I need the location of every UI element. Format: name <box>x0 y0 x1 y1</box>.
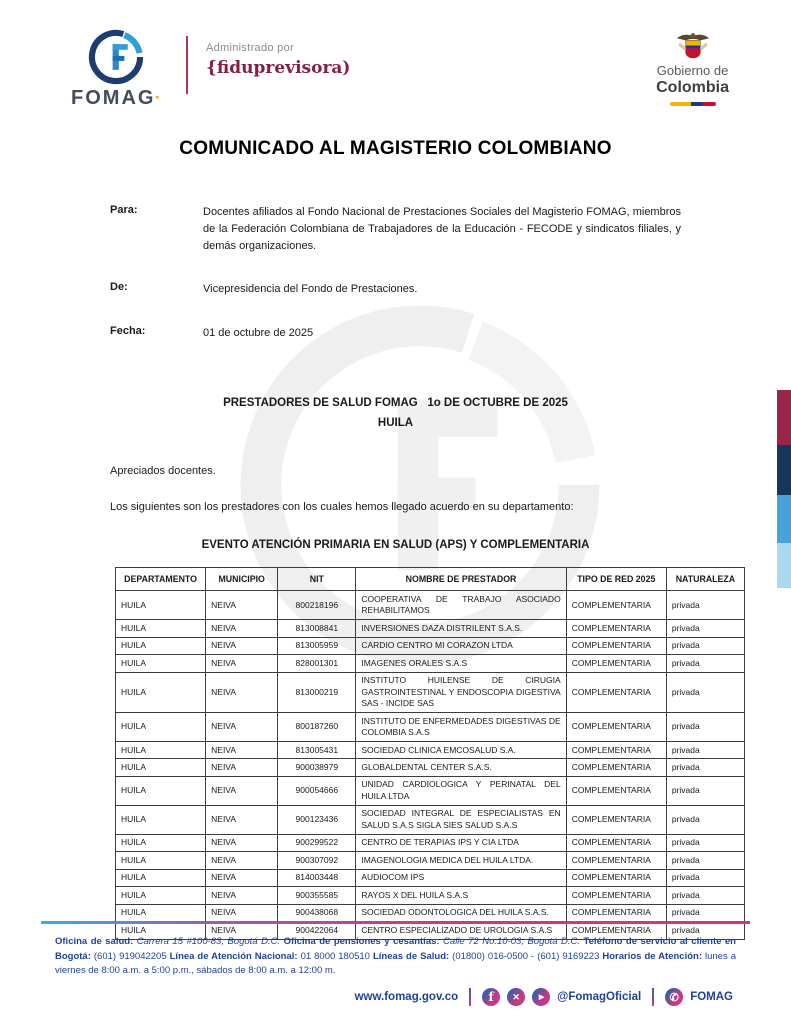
table-cell: SOCIEDAD ODONTOLOGICA DEL HUILA S.A.S. <box>356 904 566 921</box>
table-cell: 813000219 <box>278 672 356 712</box>
table-cell: COMPLEMENTARIA <box>566 759 666 776</box>
table-cell: NEIVA <box>206 922 278 939</box>
table-cell: 900123436 <box>278 805 356 834</box>
header-nombre: NOMBRE DE PRESTADOR <box>356 568 566 591</box>
table-cell: COMPLEMENTARIA <box>566 904 666 921</box>
table-cell: 800187260 <box>278 713 356 742</box>
de-value: Vicepresidencia del Fondo de Prestaciones. <box>203 283 418 296</box>
table-cell: HUILA <box>116 620 206 637</box>
table-cell: INSTITUTO HUILENSE DE CIRUGIA GASTROINTESTINAL Y ENDOSCOPIA DIGESTIVA SAS - INCIDE SAS <box>356 672 566 712</box>
table-cell: 900038979 <box>278 759 356 776</box>
colombia-crest-icon <box>671 30 715 64</box>
table-cell: privada <box>666 922 744 939</box>
table-cell: 813005431 <box>278 742 356 759</box>
contact-segment: (01800) 016-0500 - (601) 9169223 <box>452 950 603 962</box>
contact-segment: Líneas de Salud: <box>372 950 453 962</box>
logo-orange-dot: • <box>155 92 161 104</box>
contact-segment: Oficina de pensiones y cesantías: <box>283 936 444 948</box>
fomag-logo-text: FOMAG• <box>71 87 161 109</box>
intro-text: Los siguientes son los prestadores con los cuales hemos llegado acuerdo en su departamento: <box>110 501 574 514</box>
table-row <box>116 591 745 620</box>
flag-yellow <box>670 102 691 106</box>
table-cell: privada <box>666 637 744 654</box>
contact-info <box>55 935 736 978</box>
table-cell: CENTRO ESPECIALIZADO DE UROLOGIA S.A.S <box>356 922 566 939</box>
table-cell: 900438068 <box>278 904 356 921</box>
contact-segment: Carrera 15 #100-83, Bogotá D.C. <box>136 936 284 948</box>
section-heading: EVENTO ATENCIÓN PRIMARIA EN SALUD (APS) Y COMPLEMENTARIA <box>201 539 590 552</box>
table-cell: INVERSIONES DAZA DISTRILENT S.A.S. <box>356 620 566 637</box>
table-cell: COMPLEMENTARIA <box>566 887 666 904</box>
table-cell: privada <box>666 591 744 620</box>
subtitle-line2: HUILA <box>377 416 414 429</box>
table-cell: privada <box>666 869 744 886</box>
social-handle: @FomagOficial <box>557 991 642 1003</box>
table-row <box>116 805 745 834</box>
footer-divider-2 <box>652 988 654 1006</box>
table-cell: 813008841 <box>278 620 356 637</box>
whatsapp-label: FOMAG <box>690 991 733 1003</box>
table-cell: HUILA <box>116 869 206 886</box>
youtube-icon[interactable]: ▶ <box>532 988 550 1006</box>
footer-links-bar <box>0 988 733 1024</box>
para-label: Para: <box>110 204 138 216</box>
table-cell: GLOBALDENTAL CENTER S.A.S. <box>356 759 566 776</box>
contact-segment: Horarios de Atención: <box>602 950 705 962</box>
table-cell: AUDIOCOM IPS <box>356 869 566 886</box>
provider-table-body <box>116 591 745 939</box>
table-cell: 900054666 <box>278 776 356 805</box>
edge-block-navy <box>777 445 791 495</box>
table-cell: COMPLEMENTARIA <box>566 655 666 672</box>
table-row <box>116 869 745 886</box>
table-cell: COMPLEMENTARIA <box>566 620 666 637</box>
table-cell: privada <box>666 904 744 921</box>
table-cell: COMPLEMENTARIA <box>566 776 666 805</box>
table-cell: HUILA <box>116 776 206 805</box>
providers-table <box>115 567 745 939</box>
table-cell: NEIVA <box>206 887 278 904</box>
meta-row-para <box>110 204 681 255</box>
table-cell: HUILA <box>116 887 206 904</box>
table-cell: privada <box>666 655 744 672</box>
table-row <box>116 834 745 851</box>
table-cell: privada <box>666 776 744 805</box>
table-cell: SOCIEDAD CLINICA EMCOSALUD S.A. <box>356 742 566 759</box>
table-cell: NEIVA <box>206 834 278 851</box>
table-cell: HUILA <box>116 759 206 776</box>
table-cell: 900307092 <box>278 852 356 869</box>
table-cell: COMPLEMENTARIA <box>566 852 666 869</box>
subtitle-line1: PRESTADORES DE SALUD FOMAG 1o DE OCTUBRE DE 2025 <box>223 397 568 410</box>
website-link[interactable]: www.fomag.gov.co <box>354 991 459 1003</box>
table-cell: privada <box>666 852 744 869</box>
table-cell: 900355585 <box>278 887 356 904</box>
table-cell: COMPLEMENTARIA <box>566 805 666 834</box>
table-cell: privada <box>666 713 744 742</box>
colombia-flag-bar <box>670 102 716 106</box>
table-cell: 900422064 <box>278 922 356 939</box>
contact-segment: Línea de Atención Nacional: <box>169 950 301 962</box>
table-cell: RAYOS X DEL HUILA S.A.S <box>356 887 566 904</box>
table-row <box>116 904 745 921</box>
table-cell: 813005959 <box>278 637 356 654</box>
contact-segment: Calle 72 No.10-03, Bogotá D.C. <box>443 936 584 948</box>
gov-text-line1: Gobierno de <box>656 63 729 78</box>
table-cell: IMAGENOLOGIA MEDICA DEL HUILA LTDA. <box>356 852 566 869</box>
table-cell: 814003448 <box>278 869 356 886</box>
table-cell: NEIVA <box>206 655 278 672</box>
table-row <box>116 852 745 869</box>
table-row <box>116 672 745 712</box>
contact-segment: 01 8000 180510 <box>300 950 373 962</box>
edge-block-lightblue <box>777 543 791 588</box>
table-cell: COMPLEMENTARIA <box>566 637 666 654</box>
x-icon[interactable]: ✕ <box>507 988 525 1006</box>
table-cell: NEIVA <box>206 713 278 742</box>
contact-segment: Oficina de salud: <box>55 936 137 948</box>
table-cell: NEIVA <box>206 672 278 712</box>
table-cell: NEIVA <box>206 742 278 759</box>
fecha-label: Fecha: <box>110 325 146 338</box>
de-label: De: <box>110 281 128 294</box>
table-cell: privada <box>666 834 744 851</box>
table-row <box>116 713 745 742</box>
table-row <box>116 742 745 759</box>
table-cell: COMPLEMENTARIA <box>566 591 666 620</box>
contact-segment: Teléfono de servicio al cliente en Bogotá: <box>55 936 736 962</box>
fiduprevisora-logo-text: {fiduprevisora) <box>206 58 351 78</box>
fomag-g-icon <box>88 28 144 86</box>
table-cell: HUILA <box>116 904 206 921</box>
table-cell: privada <box>666 672 744 712</box>
table-cell: HUILA <box>116 672 206 712</box>
table-cell: privada <box>666 887 744 904</box>
table-cell: COMPLEMENTARIA <box>566 922 666 939</box>
header-municipio: MUNICIPIO <box>206 568 278 591</box>
gov-text-line2: Colombia <box>656 78 729 96</box>
edge-block-blue <box>777 495 791 543</box>
table-cell: NEIVA <box>206 776 278 805</box>
table-cell: NEIVA <box>206 637 278 654</box>
table-row <box>116 620 745 637</box>
admin-label: Administrado por <box>206 42 294 54</box>
table-cell: HUILA <box>116 713 206 742</box>
table-cell: HUILA <box>116 591 206 620</box>
table-row <box>116 759 745 776</box>
table-cell: 800218196 <box>278 591 356 620</box>
table-row <box>116 776 745 805</box>
table-cell: 900299522 <box>278 834 356 851</box>
table-header-row <box>116 568 745 591</box>
header-naturaleza: NATURALEZA <box>666 568 744 591</box>
fomag-logo <box>60 28 172 108</box>
document-title: COMUNICADO AL MAGISTERIO COLOMBIANO <box>179 138 612 159</box>
table-cell: NEIVA <box>206 852 278 869</box>
header-tipo-red: TIPO DE RED 2025 <box>566 568 666 591</box>
table-row <box>116 637 745 654</box>
table-cell: NEIVA <box>206 904 278 921</box>
letterhead <box>0 0 791 108</box>
flag-blue <box>691 102 703 106</box>
table-cell: INSTITUTO DE ENFERMEDADES DIGESTIVAS DE COLOMBIA S.A.S <box>356 713 566 742</box>
table-cell: privada <box>666 759 744 776</box>
meta-row-de <box>110 281 681 298</box>
facebook-icon[interactable]: f <box>482 988 500 1006</box>
table-cell: privada <box>666 805 744 834</box>
header-nit: NIT <box>278 568 356 591</box>
table-cell: NEIVA <box>206 869 278 886</box>
table-cell: privada <box>666 742 744 759</box>
table-cell: 828001301 <box>278 655 356 672</box>
table-cell: UNIDAD CARDIOLOGICA Y PERINATAL DEL HUILA LTDA <box>356 776 566 805</box>
footer-gradient-divider <box>41 921 750 924</box>
meta-row-fecha <box>110 325 681 342</box>
table-cell: HUILA <box>116 637 206 654</box>
header-divider <box>186 36 188 94</box>
contact-segment: lunes a viernes de 8:00 a.m. a 5:00 p.m., sábados de 8:00 a.m. a 12:00 m. <box>55 950 736 976</box>
table-cell: COOPERATIVA DE TRABAJO ASOCIADO REHABILITAMOS <box>356 591 566 620</box>
edge-block-maroon <box>777 390 791 445</box>
greeting-text: Apreciados docentes. <box>110 465 216 478</box>
table-cell: IMAGENES ORALES S.A.S <box>356 655 566 672</box>
subtitle-block <box>0 394 791 433</box>
table-cell: HUILA <box>116 655 206 672</box>
table-cell: HUILA <box>116 922 206 939</box>
table-cell: NEIVA <box>206 620 278 637</box>
table-cell: COMPLEMENTARIA <box>566 713 666 742</box>
meta-block <box>110 204 681 342</box>
table-cell: COMPLEMENTARIA <box>566 742 666 759</box>
table-cell: HUILA <box>116 805 206 834</box>
para-value: Docentes afiliados al Fondo Nacional de Prestaciones Sociales del Magisterio FOMAG, miembros de la Federación Colombiana de Trabajadores de la Educación - FECODE y sindicatos filiales, y demás organizaciones. <box>203 206 681 253</box>
table-row <box>116 887 745 904</box>
table-cell: NEIVA <box>206 805 278 834</box>
table-cell: COMPLEMENTARIA <box>566 869 666 886</box>
table-cell: HUILA <box>116 742 206 759</box>
contact-segment: (601) 919042205 <box>93 950 170 962</box>
table-cell: privada <box>666 620 744 637</box>
table-cell: HUILA <box>116 852 206 869</box>
table-cell: HUILA <box>116 834 206 851</box>
page-footer <box>0 921 791 1024</box>
footer-divider-1 <box>469 988 471 1006</box>
table-cell: CENTRO DE TERAPIAS IPS Y CIA LTDA <box>356 834 566 851</box>
gobierno-colombia-logo <box>656 28 729 106</box>
table-cell: NEIVA <box>206 759 278 776</box>
table-row <box>116 655 745 672</box>
whatsapp-icon[interactable]: ✆ <box>665 988 683 1006</box>
table-cell: CARDIO CENTRO MI CORAZON LTDA <box>356 637 566 654</box>
administrator-block <box>206 42 350 78</box>
header-departamento: DEPARTAMENTO <box>116 568 206 591</box>
flag-red <box>703 102 715 106</box>
table-cell: NEIVA <box>206 591 278 620</box>
table-cell: SOCIEDAD INTEGRAL DE ESPECIALISTAS EN SALUD S.A.S SIGLA SIES SALUD S.A.S <box>356 805 566 834</box>
providers-table-head <box>116 568 745 591</box>
page-edge-color-bar <box>777 390 791 588</box>
table-cell: COMPLEMENTARIA <box>566 672 666 712</box>
fecha-value: 01 de octubre de 2025 <box>203 327 314 340</box>
table-cell: COMPLEMENTARIA <box>566 834 666 851</box>
